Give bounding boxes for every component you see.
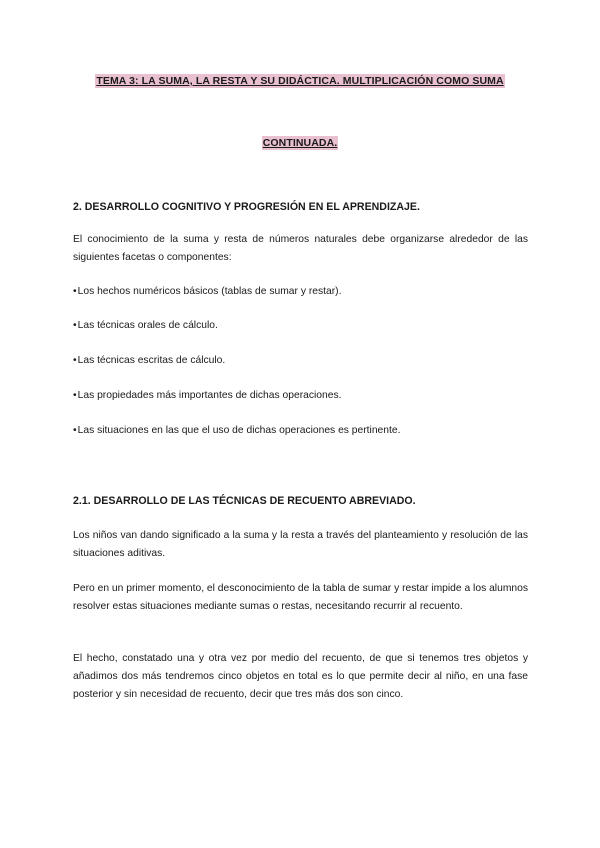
bullet-text: Las técnicas orales de cálculo.: [77, 320, 218, 331]
section-2-intro-paragraph: El conocimiento de la suma y resta de números naturales debe organizarse alrededor de las siguientes facetas o componentes:: [73, 234, 528, 263]
document-title-line-1: [0, 75, 600, 87]
bullet-icon: •: [73, 355, 77, 366]
bullet-icon: •: [73, 286, 77, 297]
section-2-heading: 2. DESARROLLO COGNITIVO Y PROGRESIÓN EN EL APRENDIZAJE.: [73, 201, 420, 213]
bullet-item: [73, 390, 341, 401]
bullet-icon: •: [73, 390, 77, 401]
bullet-text: Las propiedades más importantes de dichas operaciones.: [77, 390, 342, 401]
bullet-item: [73, 320, 218, 331]
section-2-1-paragraph: Los niños van dando significado a la suma y la resta a través del planteamiento y resolución de las situaciones aditivas.: [73, 530, 528, 559]
bullet-text: Las situaciones en las que el uso de dichas operaciones es pertinente.: [77, 425, 401, 436]
bullet-icon: •: [73, 425, 77, 436]
bullet-item: [73, 286, 341, 297]
title-highlight-2: CONTINUADA.: [262, 137, 338, 149]
section-2-1-paragraph: El hecho, constatado una y otra vez por medio del recuento, de que si tenemos tres objetos y añadimos dos más tendremos cinco objetos en total es lo que permite decir al niño, en una fase posterior y sin necesidad de recuento, decir que tres más dos son cinco.: [73, 653, 528, 700]
section-2-1-heading: 2.1. DESARROLLO DE LAS TÉCNICAS DE RECUENTO ABREVIADO.: [73, 495, 416, 507]
bullet-text: Los hechos numéricos básicos (tablas de sumar y restar).: [77, 286, 342, 297]
bullet-item: [73, 355, 225, 366]
bullet-icon: •: [73, 320, 77, 331]
section-2-1-paragraph: Pero en un primer momento, el desconocimiento de la tabla de sumar y restar impide a los alumnos resolver estas situaciones mediante sumas o restas, necesitando recurrir al recuento.: [73, 583, 529, 612]
title-highlight-1: TEMA 3: LA SUMA, LA RESTA Y SU DIDÁCTICA. MULTIPLICACIÓN COMO SUMA: [96, 75, 504, 87]
document-title-line-2: [0, 137, 600, 149]
bullet-text: Las técnicas escritas de cálculo.: [77, 355, 226, 366]
bullet-item: [73, 425, 400, 436]
